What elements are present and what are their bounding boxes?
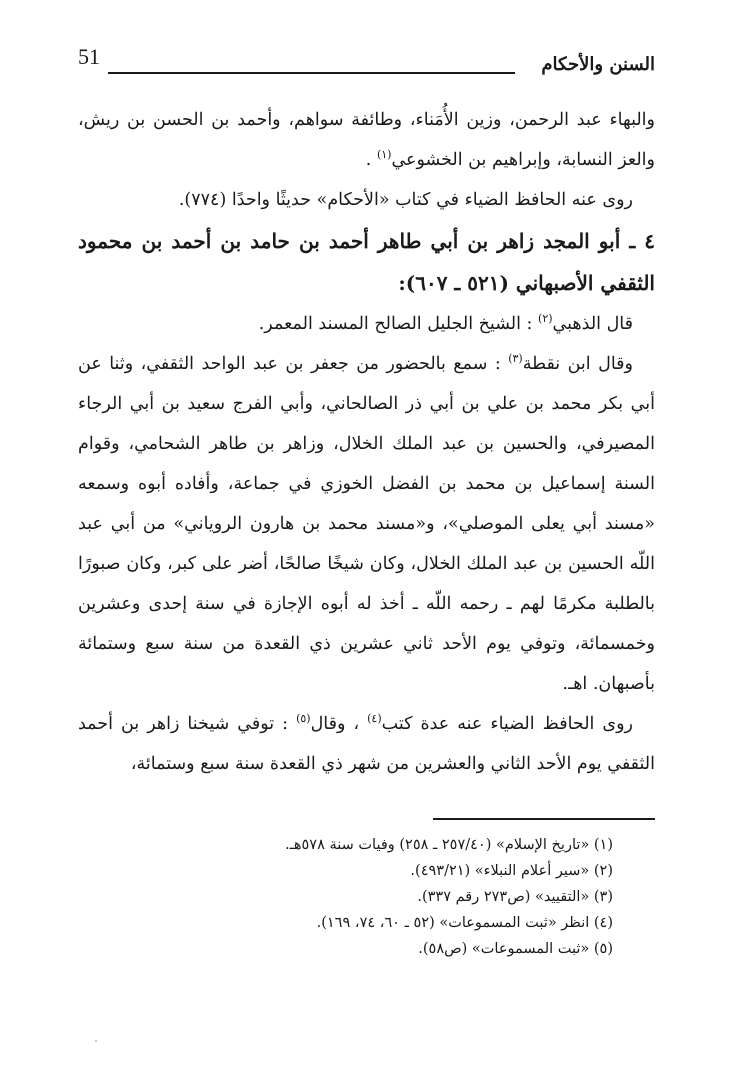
body-text (78, 100, 655, 784)
footnote-1: (١) «تاريخ الإسلام» (٢٥٧/٤٠ ـ ٢٥٨) وفيات سنة ٥٧٨هـ. (284, 837, 613, 853)
footnote-ref-4[interactable]: (٤) (367, 712, 382, 726)
entry-heading: ٤ ـ أبو المجد زاهر بن أبي طاهر أحمد بن حامد بن أحمد بن محمود الثقفي الأصبهاني (٥٢١ ـ ٦٠٧): (78, 229, 655, 295)
paragraph-1 (78, 100, 655, 180)
footnote-2: (٢) «سير أعلام النبلاء» (٤٩٣/٢١). (410, 863, 613, 879)
footnote-ref-5[interactable]: (٥) (296, 712, 311, 726)
footnote-5: (٥) «ثبت المسموعات» (ص٥٨). (418, 941, 613, 957)
paragraph-4 (78, 344, 655, 704)
footnote-3: (٣) «التقييد» (ص٢٧٣ رقم ٣٣٧). (417, 889, 613, 905)
running-head: السنن والأحكام (541, 54, 655, 75)
page-header (78, 44, 655, 84)
paragraph-1-end: . (365, 150, 377, 170)
paragraph-3-text: : الشيخ الجليل الصالح المسند المعمر. (258, 314, 539, 334)
paragraph-5 (78, 704, 655, 784)
paragraph-5-text: : توفي شيخنا زاهر بن أحمد الثقفي يوم الأحد الثاني والعشرين من شهر ذي القعدة سنة سبع وستمائة، (78, 714, 655, 774)
paragraph-3 (78, 304, 655, 344)
footnotes (78, 832, 613, 962)
paragraph-4-lead: وقال ابن نقطة (522, 354, 633, 374)
footnote-ref-2[interactable]: (٢) (538, 312, 553, 326)
paragraph-3-lead: قال الذهبي (552, 314, 633, 334)
footnote-ref-1[interactable]: (١) (376, 148, 392, 162)
header-rule (108, 72, 515, 74)
paragraph-2: روى عنه الحافظ الضياء في كتاب «الأحكام» حديثًا واحدًا (٧٧٤). (178, 190, 633, 210)
paragraph-4-text: : سمع بالحضور من جعفر بن عبد الواحد الثقفي، وثنا عن أبي بكر محمد بن علي بن أبي ذر الصالحاني، وأبي الفرج سعيد بن أبي الرجاء المصيرفي، والحسين بن عبد الملك الخلال، وزاهر بن طاهر الشحامي، وقوام السنة إسماعيل بن محمد بن الفضل الخوزي في جماعة، وأفاده أبوه وسمعه «مسند أبي يعلى الموصلي»، و«مسند محمد بن هارون الروياني» من أبي عبد اللّه الحسين بن عبد الملك الخلال، وكان شيخًا صالحًا، أضر على كبر، وكان صبورًا بالطلبة مكرمًا لهم ـ رحمه اللّه ـ أخذ له أبوه الإجازة في سنة إحدى وعشرين وخمسمائة، وتوفي يوم الأحد ثاني عشرين ذي القعدة من سنة سبع وستمائة بأصبهان. اهـ. (78, 354, 655, 694)
footnote-rule (433, 818, 655, 820)
scan-speck (95, 1040, 97, 1042)
paragraph-1-text: والبهاء عبد الرحمن، وزين الأُمَناء، وطائفة سواهم، وأحمد بن الحسن بن ريش، والعز النسابة، وإبراهيم بن الخشوعي (78, 110, 655, 170)
footnote-4: (٤) انظر «ثبت المسموعات» (٥٢ ـ ٦٠، ٧٤، ١٦٩). (316, 915, 613, 931)
paragraph-5-lead: روى الحافظ الضياء عنه عدة كتب (381, 714, 634, 734)
footnote-ref-3[interactable]: (٣) (508, 352, 523, 366)
paragraph-5-mid: ، وقال (310, 714, 368, 734)
page-number: 51 (78, 44, 100, 69)
